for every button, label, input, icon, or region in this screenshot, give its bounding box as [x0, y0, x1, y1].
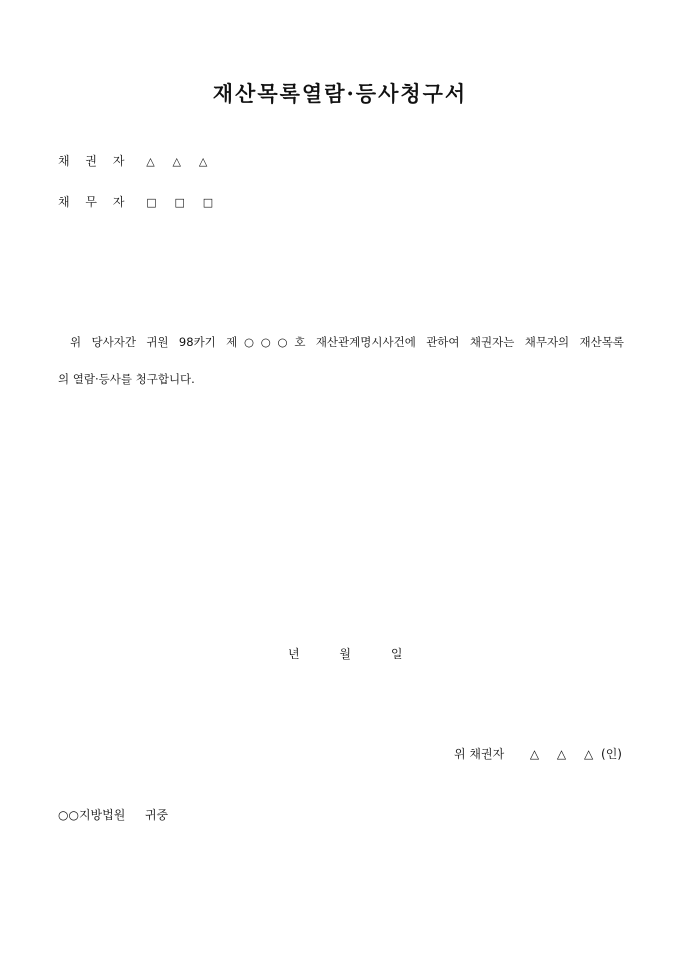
debtor-label: 채 무 자 [58, 195, 131, 209]
creditor-mark-3: △ [198, 155, 208, 168]
body-paragraph-line-2: 의 열람·등사를 청구합니다. [58, 372, 195, 386]
signature-mark-3: △ [583, 747, 594, 761]
creditor-line [58, 152, 221, 169]
date-year: 년 [288, 647, 300, 661]
seal-mark: (인) [601, 747, 622, 761]
debtor-mark-3: □ [202, 196, 214, 209]
debtor-mark-2: □ [174, 196, 185, 209]
debtor-mark-1: □ [146, 196, 157, 209]
date-day: 일 [390, 647, 403, 661]
signature-mark-2: △ [556, 747, 567, 761]
date-month: 월 [339, 647, 352, 661]
signature-line [454, 745, 622, 762]
court-addressee [58, 806, 168, 823]
debtor-name [146, 195, 227, 209]
creditor-mark-1: △ [146, 155, 155, 168]
court-suffix: 귀중 [144, 808, 169, 822]
date-line [288, 645, 402, 662]
creditor-label: 채 권 자 [58, 154, 131, 168]
creditor-mark-2: △ [172, 155, 181, 168]
signature-label: 위 채권자 [454, 747, 505, 761]
document-title: 재산목록열람·등사청구서 [212, 81, 468, 106]
debtor-line [58, 193, 227, 210]
court-name: ○○지방법원 [58, 808, 126, 822]
signature-mark-1: △ [529, 747, 540, 761]
body-paragraph-line-1: 위 당사자간 귀원 98카기 제○○○호 재산관계명시사건에 관하여 채권자는 채무자의 재산목록 [70, 335, 624, 349]
creditor-name [146, 154, 221, 168]
